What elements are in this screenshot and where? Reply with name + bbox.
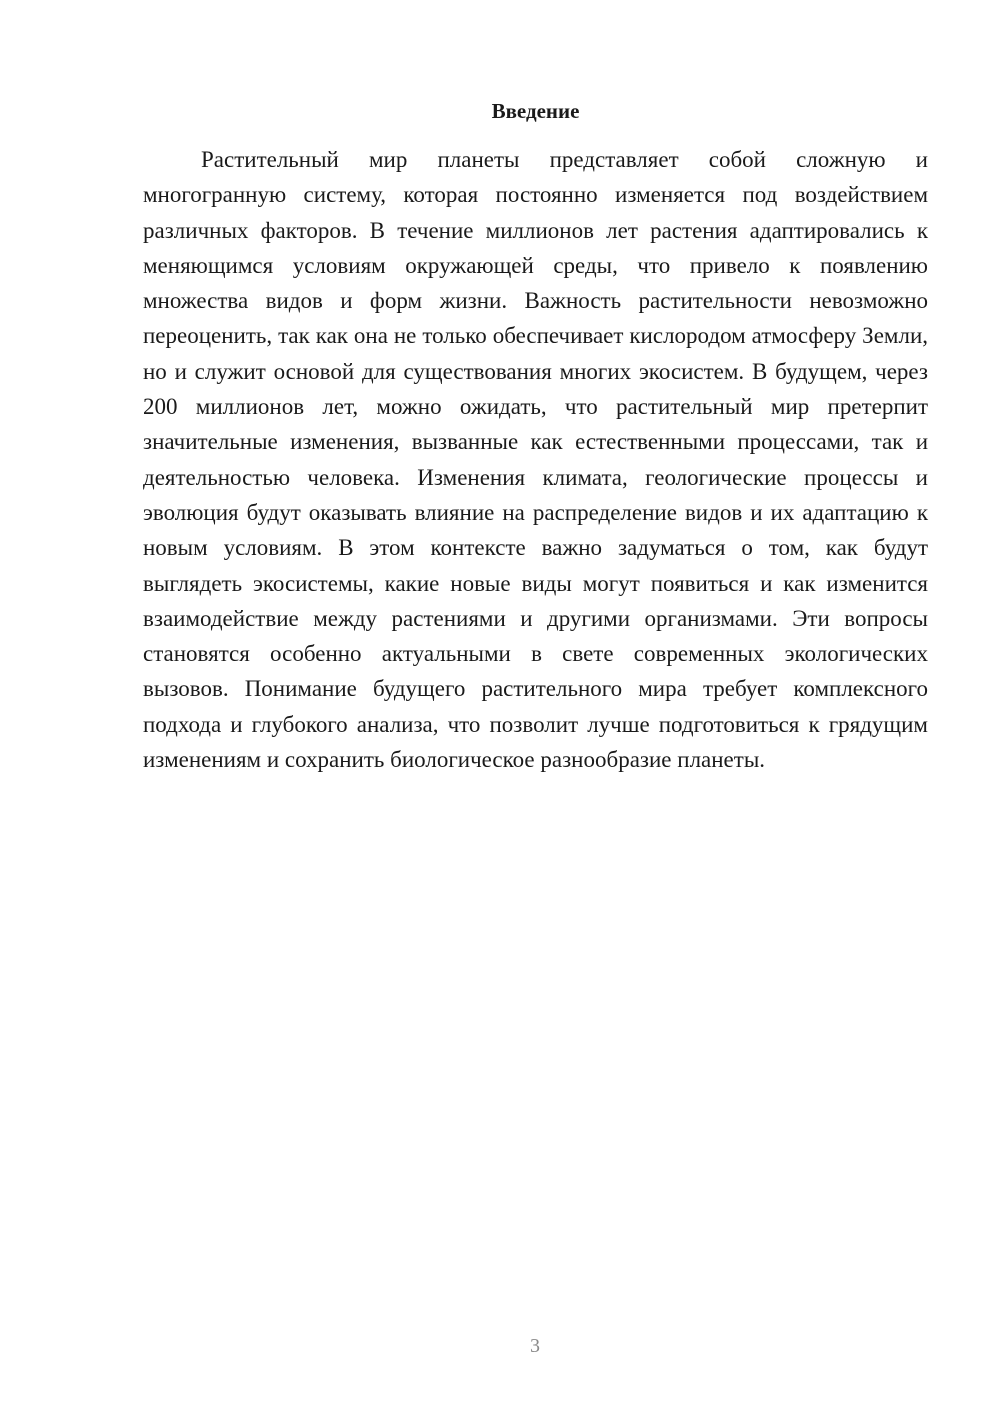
section-heading: Введение [491, 99, 580, 123]
page-number: 3 [530, 1335, 540, 1357]
body-paragraph: Растительный мир планеты представляет собой сложную и многогранную систему, которая постоянно изменяется под воздействием различных факторов. В течение миллионов лет растения адаптировались к меняющимся условиям окружающей среды, что привело к появлению множества видов и форм жизни. Важность растительности невозможно переоценить, так как она не только обеспечивает кислородом атмосферу Земли, но и служит основой для существования многих экосистем. В будущем, через 200 миллионов лет, можно ожидать, что растительный мир претерпит значительные изменения, вызванные как естественными процессами, так и деятельностью человека. Изменения климата, геологические процессы и эволюция будут оказывать влияние на распределение видов и их адаптацию к новым условиям. В этом контексте важно задуматься о том, как будут выглядеть экосистемы, какие новые виды могут появиться и как изменится взаимодействие между растениями и другими организмами. Эти вопросы становятся особенно актуальными в свете современных экологических вызовов. Понимание будущего растительного мира требует комплексного подхода и глубокого анализа, что позволит лучше подготовиться к грядущим изменениям и сохранить биологическое разнообразие планеты. [143, 147, 928, 773]
